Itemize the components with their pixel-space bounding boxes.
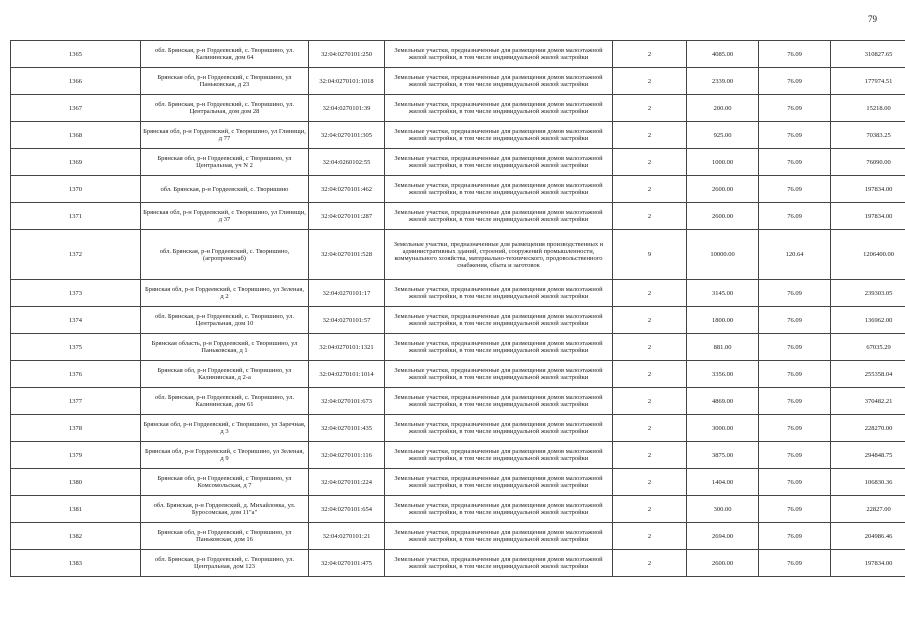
cadastral-value-cell: 76090.00 [831, 149, 905, 176]
group-code-cell: 2 [613, 68, 687, 95]
row-number: 1378 [11, 415, 141, 442]
address-cell: обл. Брянская, р-н Гордеевский, с. Творишино, ул. Центральная, дом 10 [141, 307, 309, 334]
table-row [11, 361, 905, 388]
table-row [11, 280, 905, 307]
area-cell: 2694.00 [687, 523, 759, 550]
area-cell: 1404.00 [687, 469, 759, 496]
area-cell: 3356.00 [687, 361, 759, 388]
cadastral-number-cell: 32:04:0270101:1321 [309, 334, 385, 361]
land-purpose-cell: Земельные участки, предназначенные для размещения домов малоэтажной жилой застройки, в том числе индивидуальной жилой застройки [385, 334, 613, 361]
land-purpose-cell: Земельные участки, предназначенные для размещения домов малоэтажной жилой застройки, в том числе индивидуальной жилой застройки [385, 469, 613, 496]
cadastral-number-cell: 32:04:0270101:462 [309, 176, 385, 203]
row-number: 1369 [11, 149, 141, 176]
table-row [11, 176, 905, 203]
group-code-cell: 2 [613, 203, 687, 230]
specific-value-cell: 76.09 [759, 388, 831, 415]
table-row [11, 523, 905, 550]
table-row [11, 469, 905, 496]
land-purpose-cell: Земельные участки, предназначенные для размещения домов малоэтажной жилой застройки, в том числе индивидуальной жилой застройки [385, 41, 613, 68]
area-cell: 1800.00 [687, 307, 759, 334]
group-code-cell: 9 [613, 230, 687, 280]
area-cell: 300.00 [687, 496, 759, 523]
address-cell: Брянская обл, р-н Гордеевский, с Творишино, ул Центральная, уч N 2 [141, 149, 309, 176]
specific-value-cell: 76.09 [759, 280, 831, 307]
address-cell: Брянская обл, р-н Гордеевский, с Творишино, ул Заречная, д 3 [141, 415, 309, 442]
cadastral-number-cell: 32:04:0270101:1018 [309, 68, 385, 95]
cadastral-value-cell: 177974.51 [831, 68, 905, 95]
cadastral-value-cell: 228270.00 [831, 415, 905, 442]
land-purpose-cell: Земельные участки, предназначенные для размещения домов малоэтажной жилой застройки, в том числе индивидуальной жилой застройки [385, 415, 613, 442]
cadastral-value-cell: 67035.29 [831, 334, 905, 361]
group-code-cell: 2 [613, 550, 687, 577]
cadastral-value-cell: 255358.04 [831, 361, 905, 388]
table-row [11, 68, 905, 95]
address-cell: Брянская обл, р-н Гордеевский, с Творишино, ул Зеленая, д 2 [141, 280, 309, 307]
address-cell: Брянская обл, р-н Гордеевский, с Творишино, ул Комсомольская, д 7 [141, 469, 309, 496]
table-row [11, 550, 905, 577]
row-number: 1376 [11, 361, 141, 388]
table-row [11, 334, 905, 361]
table-row [11, 388, 905, 415]
cadastral-number-cell: 32:04:0270101:435 [309, 415, 385, 442]
row-number: 1381 [11, 496, 141, 523]
row-number: 1374 [11, 307, 141, 334]
row-number: 1375 [11, 334, 141, 361]
area-cell: 10000.00 [687, 230, 759, 280]
table-row [11, 203, 905, 230]
cadastral-number-cell: 32:04:0270101:654 [309, 496, 385, 523]
specific-value-cell: 76.09 [759, 41, 831, 68]
specific-value-cell: 76.09 [759, 95, 831, 122]
group-code-cell: 2 [613, 41, 687, 68]
cadastral-value-cell: 106830.36 [831, 469, 905, 496]
table-row [11, 230, 905, 280]
row-number: 1370 [11, 176, 141, 203]
cadastral-number-cell: 32:04:0270101:475 [309, 550, 385, 577]
address-cell: обл. Брянская, р-н Гордеевский, с. Творишино, ул. Калининская, дом 64 [141, 41, 309, 68]
group-code-cell: 2 [613, 149, 687, 176]
specific-value-cell: 120.64 [759, 230, 831, 280]
row-number: 1373 [11, 280, 141, 307]
land-purpose-cell: Земельные участки, предназначенные для размещения домов малоэтажной жилой застройки, в том числе индивидуальной жилой застройки [385, 496, 613, 523]
cadastral-value-cell: 310827.65 [831, 41, 905, 68]
address-cell: обл. Брянская, р-н Гордеевский, с. Творишино [141, 176, 309, 203]
land-purpose-cell: Земельные участки, предназначенные для размещения домов малоэтажной жилой застройки, в том числе индивидуальной жилой застройки [385, 442, 613, 469]
address-cell: Брянская обл, р-н Гордеевский, с Творишино, ул Глинищи, д 77 [141, 122, 309, 149]
cadastral-value-cell: 204986.46 [831, 523, 905, 550]
group-code-cell: 2 [613, 388, 687, 415]
group-code-cell: 2 [613, 280, 687, 307]
land-purpose-cell: Земельные участки, предназначенные для размещения домов малоэтажной жилой застройки, в том числе индивидуальной жилой застройки [385, 203, 613, 230]
cadastral-value-cell: 197834.00 [831, 176, 905, 203]
row-number: 1382 [11, 523, 141, 550]
specific-value-cell: 76.09 [759, 415, 831, 442]
row-number: 1372 [11, 230, 141, 280]
table-row [11, 307, 905, 334]
specific-value-cell: 76.09 [759, 68, 831, 95]
cadastral-number-cell: 32:04:0270101:21 [309, 523, 385, 550]
table-row [11, 496, 905, 523]
cadastral-number-cell: 32:04:0270101:673 [309, 388, 385, 415]
row-number: 1383 [11, 550, 141, 577]
group-code-cell: 2 [613, 415, 687, 442]
area-cell: 1000.00 [687, 149, 759, 176]
specific-value-cell: 76.09 [759, 361, 831, 388]
address-cell: обл. Брянская, р-н Гордеевский, д. Михайловка, ул. Буросомская, дом 11"а" [141, 496, 309, 523]
area-cell: 881.00 [687, 334, 759, 361]
group-code-cell: 2 [613, 95, 687, 122]
area-cell: 3000.00 [687, 415, 759, 442]
cadastral-number-cell: 32:04:0270101:305 [309, 122, 385, 149]
specific-value-cell: 76.09 [759, 550, 831, 577]
row-number: 1379 [11, 442, 141, 469]
cadastral-value-cell: 70383.25 [831, 122, 905, 149]
area-cell: 2600.00 [687, 550, 759, 577]
group-code-cell: 2 [613, 361, 687, 388]
land-purpose-cell: Земельные участки, предназначенные для размещения домов малоэтажной жилой застройки, в том числе индивидуальной жилой застройки [385, 176, 613, 203]
area-cell: 200.00 [687, 95, 759, 122]
cadastral-number-cell: 32:04:0270101:250 [309, 41, 385, 68]
address-cell: обл. Брянская, р-н Гордеевский, с. Творишино, ул. Центральная, дом дом 28 [141, 95, 309, 122]
area-cell: 4085.00 [687, 41, 759, 68]
address-cell: Брянская обл, р-н Гордеевский, с Творишино, ул Паньковская, дом 16 [141, 523, 309, 550]
specific-value-cell: 76.09 [759, 122, 831, 149]
address-cell: Брянская обл, р-н Гордеевский, с Творишино, ул Глинищи, д 37 [141, 203, 309, 230]
land-purpose-cell: Земельные участки, предназначенные для размещения домов малоэтажной жилой застройки, в том числе индивидуальной жилой застройки [385, 149, 613, 176]
specific-value-cell: 76.09 [759, 523, 831, 550]
land-purpose-cell: Земельные участки, предназначенные для размещения домов малоэтажной жилой застройки, в том числе индивидуальной жилой застройки [385, 550, 613, 577]
land-purpose-cell: Земельные участки, предназначенные для размещения производственных и административных зданий, строений, сооружений промышленности, коммунального хозяйства, материально-технического, продовольственного снабжения, сбыта и заготовок [385, 230, 613, 280]
group-code-cell: 2 [613, 122, 687, 149]
address-cell: Брянская обл, р-н Гордеевский, с Творишино, ул Зеленая, д 9 [141, 442, 309, 469]
cadastral-number-cell: 32:04:0270101:224 [309, 469, 385, 496]
cadastral-number-cell: 32:04:0270101:528 [309, 230, 385, 280]
land-registry-table [10, 40, 905, 577]
cadastral-number-cell: 32:04:0270101:116 [309, 442, 385, 469]
row-number: 1380 [11, 469, 141, 496]
specific-value-cell: 76.09 [759, 149, 831, 176]
land-purpose-cell: Земельные участки, предназначенные для размещения домов малоэтажной жилой застройки, в том числе индивидуальной жилой застройки [385, 307, 613, 334]
table-row [11, 149, 905, 176]
table-row [11, 41, 905, 68]
cadastral-number-cell: 32:04:0270101:39 [309, 95, 385, 122]
area-cell: 3875.00 [687, 442, 759, 469]
specific-value-cell: 76.09 [759, 442, 831, 469]
area-cell: 2600.00 [687, 203, 759, 230]
specific-value-cell: 76.09 [759, 307, 831, 334]
specific-value-cell: 76.09 [759, 496, 831, 523]
cadastral-value-cell: 197834.00 [831, 203, 905, 230]
cadastral-value-cell: 1206400.00 [831, 230, 905, 280]
table-row [11, 122, 905, 149]
land-purpose-cell: Земельные участки, предназначенные для размещения домов малоэтажной жилой застройки, в том числе индивидуальной жилой застройки [385, 122, 613, 149]
cadastral-number-cell: 32:04:0270101:1014 [309, 361, 385, 388]
land-purpose-cell: Земельные участки, предназначенные для размещения домов малоэтажной жилой застройки, в том числе индивидуальной жилой застройки [385, 280, 613, 307]
cadastral-value-cell: 294848.75 [831, 442, 905, 469]
row-number: 1367 [11, 95, 141, 122]
cadastral-number-cell: 32:04:0270101:17 [309, 280, 385, 307]
cadastral-value-cell: 197834.00 [831, 550, 905, 577]
address-cell: Брянская область, р-н Гордеевский, с Творишино, ул Паньковская, д 1 [141, 334, 309, 361]
cadastral-number-cell: 32:04:0270101:287 [309, 203, 385, 230]
specific-value-cell: 76.09 [759, 176, 831, 203]
land-purpose-cell: Земельные участки, предназначенные для размещения домов малоэтажной жилой застройки, в том числе индивидуальной жилой застройки [385, 361, 613, 388]
row-number: 1365 [11, 41, 141, 68]
specific-value-cell: 76.09 [759, 203, 831, 230]
cadastral-value-cell: 22827.00 [831, 496, 905, 523]
specific-value-cell: 76.09 [759, 334, 831, 361]
address-cell: Брянская обл, р-н Гордеевский, с Творишино, ул Калининская, д 2-а [141, 361, 309, 388]
address-cell: Брянская обл, р-н Гордеевский, с Творишино, ул Паньковская, д 23 [141, 68, 309, 95]
row-number: 1368 [11, 122, 141, 149]
cadastral-value-cell: 15218.00 [831, 95, 905, 122]
cadastral-value-cell: 370482.21 [831, 388, 905, 415]
page-number: 79 [868, 14, 877, 24]
area-cell: 4869.00 [687, 388, 759, 415]
land-purpose-cell: Земельные участки, предназначенные для размещения домов малоэтажной жилой застройки, в том числе индивидуальной жилой застройки [385, 95, 613, 122]
cadastral-number-cell: 32:04:0260102:55 [309, 149, 385, 176]
group-code-cell: 2 [613, 334, 687, 361]
row-number: 1377 [11, 388, 141, 415]
row-number: 1371 [11, 203, 141, 230]
group-code-cell: 2 [613, 307, 687, 334]
cadastral-value-cell: 136962.00 [831, 307, 905, 334]
group-code-cell: 2 [613, 496, 687, 523]
land-purpose-cell: Земельные участки, предназначенные для размещения домов малоэтажной жилой застройки, в том числе индивидуальной жилой застройки [385, 68, 613, 95]
table-row [11, 95, 905, 122]
cadastral-number-cell: 32:04:0270101:57 [309, 307, 385, 334]
table-row [11, 442, 905, 469]
land-purpose-cell: Земельные участки, предназначенные для размещения домов малоэтажной жилой застройки, в том числе индивидуальной жилой застройки [385, 523, 613, 550]
row-number: 1366 [11, 68, 141, 95]
group-code-cell: 2 [613, 523, 687, 550]
address-cell: обл. Брянская, р-н Гордеевский, с. Творишино, ул. Центральная, дом 123 [141, 550, 309, 577]
group-code-cell: 2 [613, 442, 687, 469]
area-cell: 2600.00 [687, 176, 759, 203]
land-purpose-cell: Земельные участки, предназначенные для размещения домов малоэтажной жилой застройки, в том числе индивидуальной жилой застройки [385, 388, 613, 415]
cadastral-value-cell: 239303.05 [831, 280, 905, 307]
group-code-cell: 2 [613, 176, 687, 203]
area-cell: 925.00 [687, 122, 759, 149]
area-cell: 2339.00 [687, 68, 759, 95]
address-cell: обл. Брянская, р-н Гордеевский, с. Творишино, (агропромснаб) [141, 230, 309, 280]
area-cell: 3145.00 [687, 280, 759, 307]
table-row [11, 415, 905, 442]
address-cell: обл. Брянская, р-н Гордеевский, с. Творишино, ул. Калининская, дом 61 [141, 388, 309, 415]
group-code-cell: 2 [613, 469, 687, 496]
specific-value-cell: 76.09 [759, 469, 831, 496]
